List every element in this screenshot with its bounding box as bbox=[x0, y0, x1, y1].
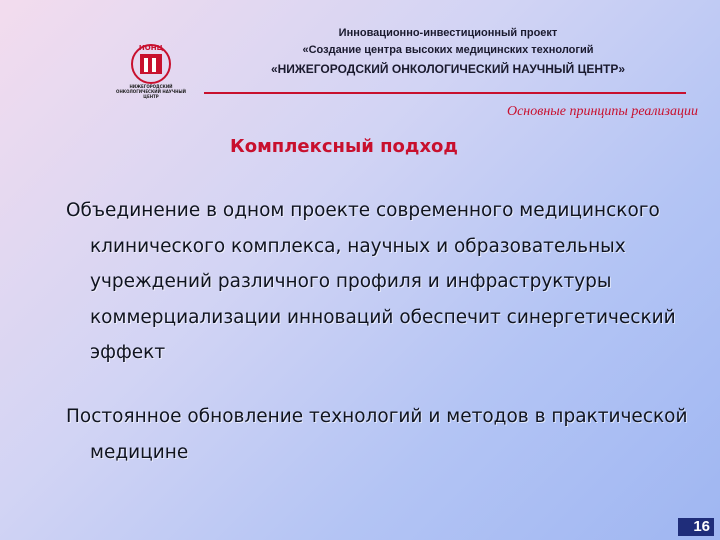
slide-heading: Комплексный подход bbox=[230, 136, 458, 157]
paragraph-integration: Объединение в одном проекте современного медицинского клинического комплекса, научных и образовательных учреждений различного профиля и инфраструктуры коммерциализации инноваций обеспечит синергетический эффект bbox=[66, 200, 676, 363]
svg-text:НОНЦ: НОНЦ bbox=[138, 44, 164, 52]
section-title: Основные принципы реализации bbox=[506, 104, 698, 119]
logo-caption: НИЖЕГОРОДСКИЙ ОНКОЛОГИЧЕСКИЙ НАУЧНЫЙ ЦЕНТР bbox=[116, 84, 186, 99]
header-project-name: «Создание центра высоких медицинских технологий bbox=[302, 44, 594, 56]
header-center-name: «НИЖЕГОРОДСКИЙ ОНКОЛОГИЧЕСКИЙ НАУЧНЫЙ ЦЕНТР» bbox=[270, 62, 626, 76]
header-project-type: Инновационно-инвестиционный проект bbox=[338, 27, 558, 39]
page-number: 16 bbox=[678, 518, 714, 536]
paragraph-update: Постоянное обновление технологий и методов в практической медицине bbox=[66, 406, 688, 463]
header-divider bbox=[204, 92, 686, 94]
